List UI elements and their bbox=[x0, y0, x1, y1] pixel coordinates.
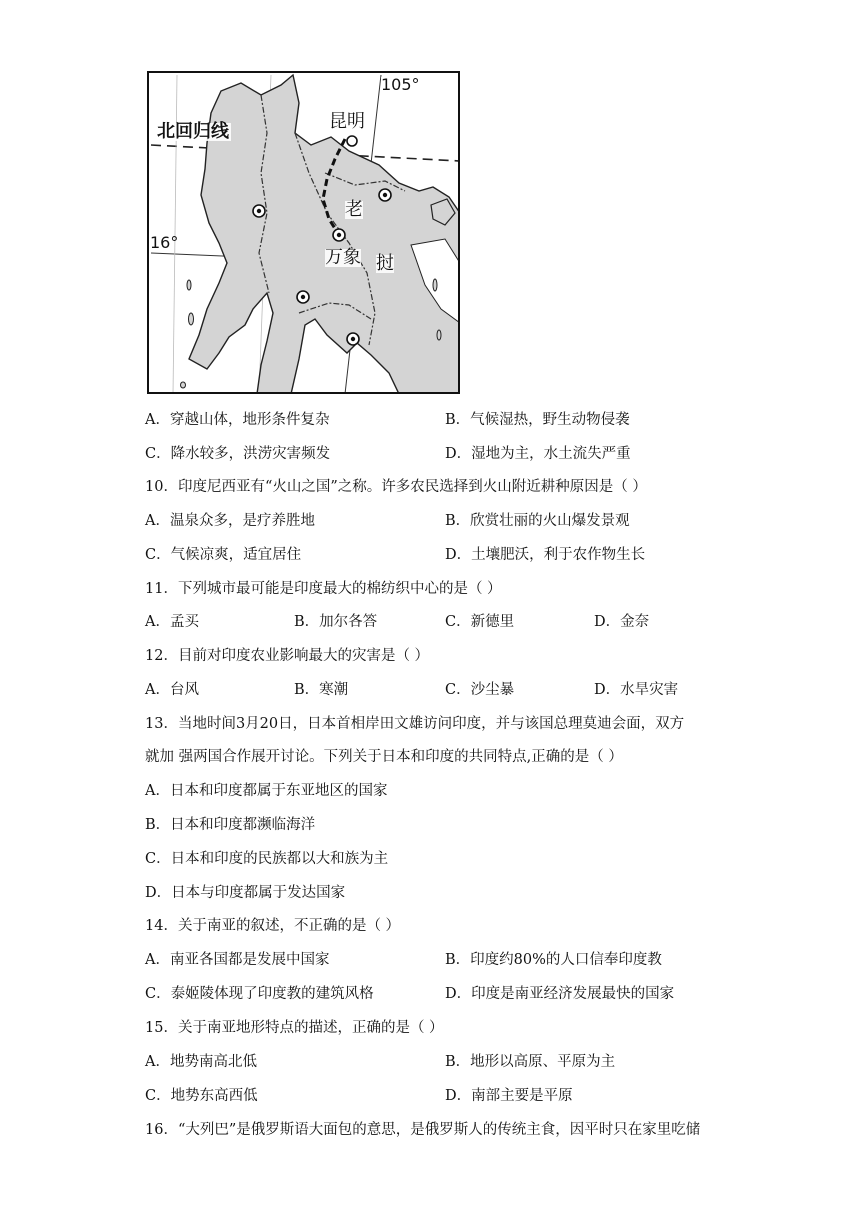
q9-option-c: C．降水较多，洪涝灾害频发 bbox=[145, 446, 331, 462]
q11-option-d: D．金奈 bbox=[594, 614, 650, 630]
laos-label-2: 挝 bbox=[376, 253, 394, 274]
kunming-label: 昆明 bbox=[329, 111, 365, 132]
map-figure bbox=[147, 71, 460, 394]
q13-option-b: B．日本和印度都濒临海洋 bbox=[145, 817, 316, 833]
tropic-of-cancer-label: 北回归线 bbox=[157, 121, 229, 142]
longitude-label: 105° bbox=[381, 75, 420, 94]
q11-option-c: C．新德里 bbox=[445, 614, 515, 630]
q11-option-a: A．孟买 bbox=[145, 614, 199, 630]
latitude-label: 16° bbox=[150, 233, 179, 252]
q15-stem: 15．关于南亚地形特点的描述，正确的是（ ） bbox=[145, 1020, 444, 1036]
q10-option-d: D．土壤肥沃，利于农作物生长 bbox=[445, 547, 646, 563]
q15-option-d: D．南部主要是平原 bbox=[445, 1088, 573, 1104]
q12-option-d: D．水旱灾害 bbox=[594, 682, 679, 698]
q15-option-b: B．地形以高原、平原为主 bbox=[445, 1054, 616, 1070]
q12-option-a: A．台风 bbox=[145, 682, 199, 698]
q13-option-d: D．日本与印度都属于发达国家 bbox=[145, 885, 346, 901]
q14-option-b: B．印度约80%的人口信奉印度教 bbox=[445, 952, 662, 968]
laos-label-1: 老 bbox=[345, 199, 363, 220]
q10-option-b: B．欣赏壮丽的火山爆发景观 bbox=[445, 513, 630, 529]
q10-stem: 10．印度尼西亚有“火山之国”之称。许多农民选择到火山附近耕种原因是（ ） bbox=[145, 479, 647, 495]
q13-option-c: C．日本和印度的民族都以大和族为主 bbox=[145, 851, 389, 867]
q12-stem: 12．目前对印度农业影响最大的灾害是（ ） bbox=[145, 648, 430, 664]
q12-option-c: C．沙尘暴 bbox=[445, 682, 515, 698]
q10-option-c: C．气候凉爽，适宜居住 bbox=[145, 547, 302, 563]
q14-option-d: D．印度是南亚经济发展最快的国家 bbox=[445, 986, 675, 1002]
kunming-marker bbox=[347, 136, 357, 146]
q12-option-b: B．寒潮 bbox=[294, 682, 349, 698]
q9-option-d: D．湿地为主，水土流失严重 bbox=[445, 446, 631, 462]
vientiane-label: 万象 bbox=[325, 247, 361, 268]
q16-stem-line1: 16．“大列巴”是俄罗斯语大面包的意思，是俄罗斯人的传统主食，因平时只在家里吃储 bbox=[145, 1122, 701, 1138]
q15-option-c: C．地势东高西低 bbox=[145, 1088, 258, 1104]
q11-stem: 11．下列城市最可能是印度最大的棉纺织中心的是（ ） bbox=[145, 581, 502, 597]
q9-option-b: B．气候湿热，野生动物侵袭 bbox=[445, 412, 630, 428]
q13-option-a: A．日本和印度都属于东亚地区的国家 bbox=[145, 783, 388, 799]
q10-option-a: A．温泉众多，是疗养胜地 bbox=[145, 513, 315, 529]
q13-stem-line2: 就加 强两国合作展开讨论。下列关于日本和印度的共同特点,正确的是（ ） bbox=[145, 749, 623, 765]
q14-option-c: C．泰姬陵体现了印度教的建筑风格 bbox=[145, 986, 374, 1002]
q9-option-a: A．穿越山体，地形条件复杂 bbox=[145, 412, 330, 428]
q14-stem: 14．关于南亚的叙述，不正确的是（ ） bbox=[145, 918, 401, 934]
q14-option-a: A．南亚各国都是发展中国家 bbox=[145, 952, 330, 968]
q11-option-b: B．加尔各答 bbox=[294, 614, 378, 630]
q13-stem-line1: 13．当地时间3月20日，日本首相岸田文雄访问印度，并与该国总理莫迪会面，双方 bbox=[145, 716, 685, 732]
q15-option-a: A．地势南高北低 bbox=[145, 1054, 257, 1070]
